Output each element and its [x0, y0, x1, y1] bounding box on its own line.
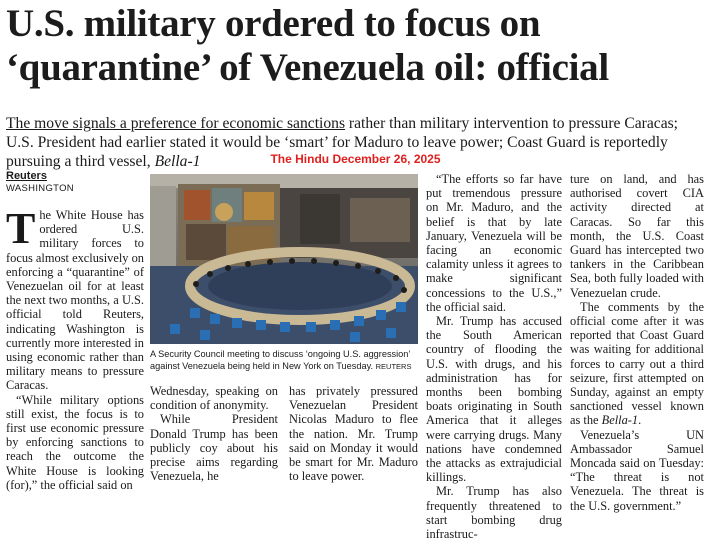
column-5	[570, 172, 704, 513]
security-council-photo	[150, 174, 418, 344]
paragraph-7: Mr. Trump has accused the South American country of flooding the U.S. with drugs, and his administration has for months been bombing boats originating in South America that it alleges were carrying drugs. Many nations have condemned the attacks as extrajudicial killings.	[426, 314, 562, 485]
paragraph-5: has privately pressured Venezuelan President Nicolas Maduro to flee the nation. Mr. Trump said on Monday it would be smart for Mr. Maduro to leave power.	[289, 384, 418, 484]
news-photo	[150, 174, 418, 344]
deck-vessel: Bella-1	[154, 153, 201, 170]
column-1	[6, 204, 144, 492]
caption-text: A Security Council meeting to discuss ‘ongoing U.S. aggression’ against Venezuela being held in New York on Tuesday.	[150, 349, 411, 371]
dateline: WASHINGTON	[6, 183, 74, 194]
paragraph-11: Venezuela’s UN Ambassador Samuel Moncada said on Tuesday: “The threat is not Venezuela. The threat is the U.S. government.”	[570, 427, 704, 513]
column-4	[426, 172, 562, 541]
dropcap: T	[6, 204, 36, 253]
byline-agency: Reuters	[6, 170, 47, 182]
source-line: The Hindu December 26, 2025	[270, 152, 441, 166]
paragraph-10: The comments by the official come after it was reported that Coast Guard was waiting for additional forces to carry out a third seizure, first attempted on Sunday, against an empty sanctioned vessel known as the Bella-1.	[570, 299, 704, 428]
headline-line-2: ‘quarantine’ of Venezuela oil: official	[6, 46, 609, 89]
vessel-name: Bella-1	[601, 413, 639, 428]
byline	[6, 170, 74, 194]
paragraph-6: “The efforts so far have put tremendous pressure on Mr. Maduro, and the belief is that by late January, Venezuela will be facing an economic calamity unless it agrees to make significant concessions to the U.S.,” the official said.	[426, 172, 562, 314]
paragraph-8: Mr. Trump has also frequently threatened to start bombing drug infrastruc-	[426, 484, 562, 541]
deck-text: rather than military intervention to pressure Caracas; U.S. President had earlier stated it would be ‘smart’ for Maduro to leave power; Coast Guard is reportedly pursuing a third vessel,	[6, 115, 679, 170]
column-3	[289, 384, 418, 483]
paragraph-1: The White House has ordered U.S. military forces to focus almost exclusively on enforcing a “quarantine” of Venezuelan oil for at least the next two months, a U.S. official told Reuters, indicating Washington is currently more interested in using economic rather than military means to pressure Caracas.	[6, 204, 144, 393]
column-2	[150, 384, 278, 483]
paragraph-9: ture on land, and has authorised covert CIA activity directed at Caracas. So far this month, the U.S. Coast Guard has intercepted two tankers in the Caribbean Sea, both fully loaded with Venezuelan crude.	[570, 172, 704, 300]
deck-underlined: The move signals a preference for economic sanctions	[6, 115, 346, 132]
paragraph-4: While President Donald Trump has been publicly coy about his precise aims regarding Venezuela, he	[150, 412, 278, 484]
photo-caption	[150, 348, 418, 373]
photo-credit: REUTERS	[375, 362, 412, 371]
paragraph-3: Wednesday, speaking on condition of anonymity.	[150, 384, 278, 413]
paragraph-2: “While military options still exist, the focus is to first use economic pressure by enforcing sanctions to reach the outcome the White House is looking (for),” the official said on	[6, 392, 144, 492]
headline-line-1: U.S. military ordered to focus on	[6, 2, 541, 45]
headline	[6, 2, 706, 90]
